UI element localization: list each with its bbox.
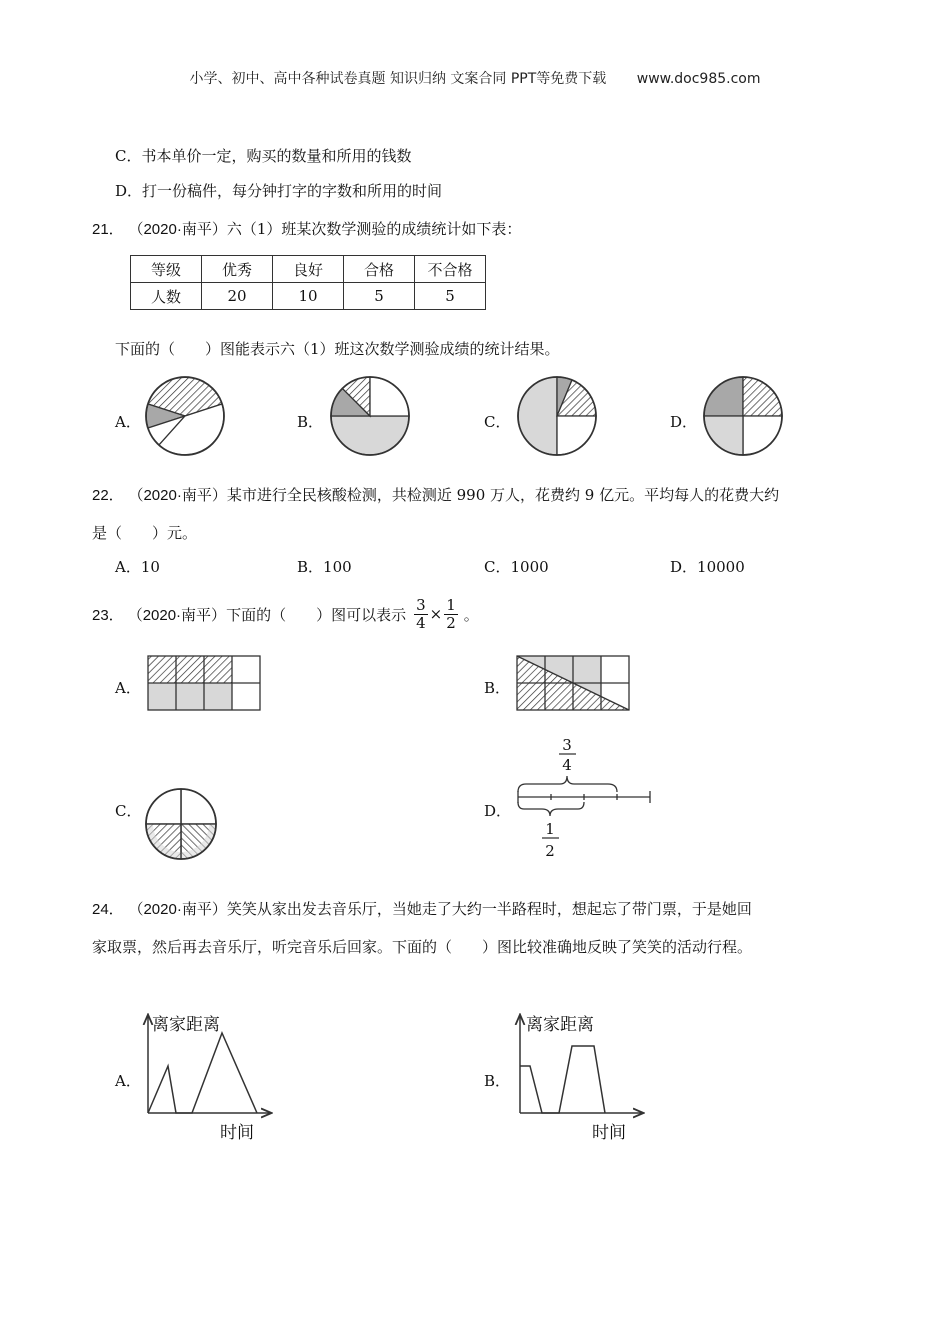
hatched-region — [148, 656, 232, 683]
circle-diagram-c — [143, 786, 219, 862]
table-cell: 10 — [273, 283, 344, 310]
fraction-denominator: 4 — [416, 613, 426, 632]
distance-time-graph-b — [512, 1008, 652, 1144]
fraction-numerator: 3 — [416, 596, 426, 614]
pie-chart-a — [143, 374, 227, 458]
header-url[interactable]: www.doc985.com — [636, 71, 761, 87]
q23-end: 。 — [463, 605, 479, 624]
q21-label-d[interactable]: D． — [670, 413, 698, 431]
q22-option-c[interactable]: C．1000 — [484, 558, 549, 576]
header-text: 小学、初中、高中各种试卷真题 知识归纳 文案合同 PPT等免费下载 — [189, 71, 607, 87]
x-axis-label: 时间 — [592, 1123, 626, 1143]
q22-stem-line1 — [92, 484, 779, 505]
top-fraction-den: 4 — [562, 756, 572, 774]
q21-stem-text: 六（1）班某次数学测验的成绩统计如下表： — [226, 220, 522, 238]
q23-stem-text: 下面的（ ）图可以表示 — [226, 605, 407, 624]
table-cell: 5 — [415, 283, 486, 310]
q21-number: 21． — [92, 221, 124, 238]
table-cell: 等级 — [131, 256, 202, 283]
table-row — [131, 256, 486, 283]
q20-option-d: D．打一份稿件，每分钟打字的字数和所用的时间 — [115, 182, 443, 200]
q21-question: 下面的（ ）图能表示六（1）班这次数学测验成绩的统计结果。 — [115, 340, 560, 358]
y-axis-label: 离家距离 — [152, 1015, 220, 1035]
fraction-three-quarters — [414, 597, 428, 631]
bottom-brace — [518, 802, 584, 816]
gray-region — [148, 683, 232, 710]
pie-chart-c — [515, 374, 599, 458]
q21-source: （2020·南平） — [128, 221, 227, 238]
q24-stem-text: 笑笑从家出发去音乐厅，当她走了大约一半路程时，想起忘了带门票，于是她回 — [226, 900, 752, 918]
bottom-fraction-num: 1 — [545, 820, 555, 838]
table-cell: 人数 — [131, 283, 202, 310]
q24-stem-line2: 家取票，然后再去音乐厅，听完音乐后回家。下面的（ ）图比较准确地反映了笑笑的活动行程。 — [92, 938, 753, 956]
table-row — [131, 283, 486, 310]
q23-label-d[interactable]: D． — [484, 802, 512, 820]
q22-stem-text: 某市进行全民核酸检测，共检测近 990 万人，花费约 9 亿元。平均每人的花费大约 — [226, 486, 780, 504]
q24-number: 24． — [92, 901, 124, 918]
q22-number: 22． — [92, 487, 124, 504]
table-cell: 合格 — [344, 256, 415, 283]
table-cell: 20 — [202, 283, 273, 310]
line-diagram-d — [512, 732, 656, 864]
q24-label-a[interactable]: A． — [115, 1072, 141, 1090]
grid-diagram-b — [515, 654, 631, 714]
pie-slice-gray — [331, 416, 409, 455]
x-axis-label: 时间 — [220, 1123, 254, 1143]
q21-stem — [92, 218, 521, 239]
bottom-fraction-den: 2 — [545, 842, 555, 860]
q23-stem — [92, 592, 479, 636]
distance-time-graph-a — [140, 1008, 280, 1144]
grid-diagram-a — [146, 654, 262, 714]
table-cell: 良好 — [273, 256, 344, 283]
q22-source: （2020·南平） — [128, 487, 227, 504]
pie-slice-gray — [518, 377, 557, 455]
q23-source: （2020·南平） — [127, 606, 227, 624]
trip-line — [520, 1046, 605, 1113]
q23-label-b[interactable]: B． — [484, 679, 511, 697]
table-cell: 5 — [344, 283, 415, 310]
table-cell: 优秀 — [202, 256, 273, 283]
q21-label-b[interactable]: B． — [297, 413, 324, 431]
trip-line — [148, 1033, 257, 1113]
times-sign: × — [429, 605, 443, 623]
q22-option-b[interactable]: B．100 — [297, 558, 352, 576]
q24-source: （2020·南平） — [128, 901, 227, 918]
q24-stem-line1 — [92, 898, 752, 919]
q21-label-a[interactable]: A． — [115, 413, 141, 431]
q21-label-c[interactable]: C． — [484, 413, 511, 431]
top-brace — [518, 776, 617, 792]
pie-chart-b — [328, 374, 412, 458]
q24-label-b[interactable]: B． — [484, 1072, 511, 1090]
q23-label-a[interactable]: A． — [115, 679, 141, 697]
q22-option-a[interactable]: A．10 — [115, 558, 160, 576]
fraction-denominator: 2 — [446, 613, 456, 632]
q22-stem-line2: 是（ ）元。 — [92, 524, 198, 542]
top-fraction-num: 3 — [562, 736, 572, 754]
grade-table — [130, 255, 486, 310]
fraction-one-half — [444, 597, 458, 631]
pie-chart-d — [701, 374, 785, 458]
y-axis-label: 离家距离 — [526, 1015, 594, 1035]
q23-number: 23． — [92, 606, 124, 624]
q23-label-c[interactable]: C． — [115, 802, 142, 820]
q20-option-c: C．书本单价一定，购买的数量和所用的钱数 — [115, 147, 412, 165]
table-cell: 不合格 — [415, 256, 486, 283]
q22-option-d[interactable]: D．10000 — [670, 558, 745, 576]
fraction-numerator: 1 — [446, 596, 456, 614]
page-header — [0, 68, 950, 88]
